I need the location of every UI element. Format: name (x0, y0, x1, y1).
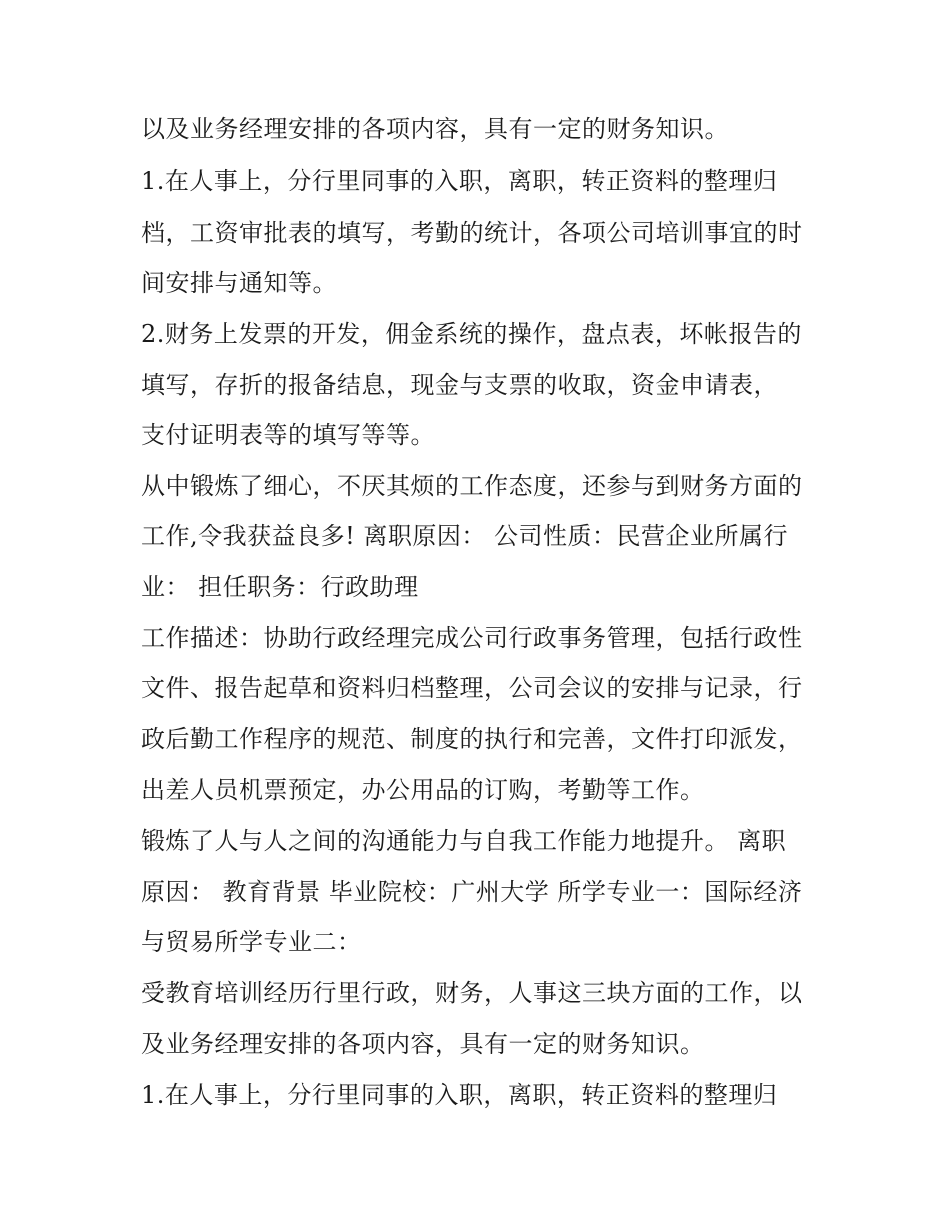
text-line: 受教育培训经历行里行政，财务，人事这三块方面的工作，以 (141, 979, 803, 1007)
text-line: 填写，存折的报备结息，现金与支票的收取，资金申请表， (141, 371, 778, 399)
text-line: 以及业务经理安排的各项内容，具有一定的财务知识。 (141, 115, 729, 143)
text-line: 政后勤工作程序的规范、制度的执行和完善，文件打印派发， (141, 725, 803, 753)
text-line: 工作,令我获益良多! 离职原因： 公司性质：民营企业所属行 (141, 522, 789, 550)
text-line: 业： 担任职务：行政助理 (141, 573, 419, 601)
text-line: 档，工资审批表的填写，考勤的统计，各项公司培训事宜的时 (141, 219, 803, 247)
text-line: 支付证明表等的填写等等。 (141, 421, 435, 449)
text-line: 及业务经理安排的各项内容，具有一定的财务知识。 (141, 1030, 705, 1058)
text-line: 间安排与通知等。 (141, 269, 337, 297)
text-line: 文件、报告起草和资料归档整理，公司会议的安排与记录，行 (141, 674, 803, 702)
text-line: 1.在人事上，分行里同事的入职，离职，转正资料的整理归 (141, 167, 778, 195)
text-line: 出差人员机票预定，办公用品的订购，考勤等工作。 (141, 776, 705, 804)
text-line: 工作描述：协助行政经理完成公司行政事务管理，包括行政性 (141, 624, 803, 652)
text-line: 锻炼了人与人之间的沟通能力与自我工作能力地提升。 离职 (141, 827, 787, 855)
text-line: 从中锻炼了细心，不厌其烦的工作态度，还参与到财务方面的 (141, 472, 803, 500)
text-line: 1.在人事上，分行里同事的入职，离职，转正资料的整理归 (141, 1081, 778, 1109)
text-line: 与贸易所学专业二： (141, 928, 362, 956)
text-line: 原因： 教育背景 毕业院校：广州大学 所学专业一：国际经济 (141, 878, 803, 906)
text-line: 2.财务上发票的开发，佣金系统的操作，盘点表，坏帐报告的 (141, 320, 802, 348)
